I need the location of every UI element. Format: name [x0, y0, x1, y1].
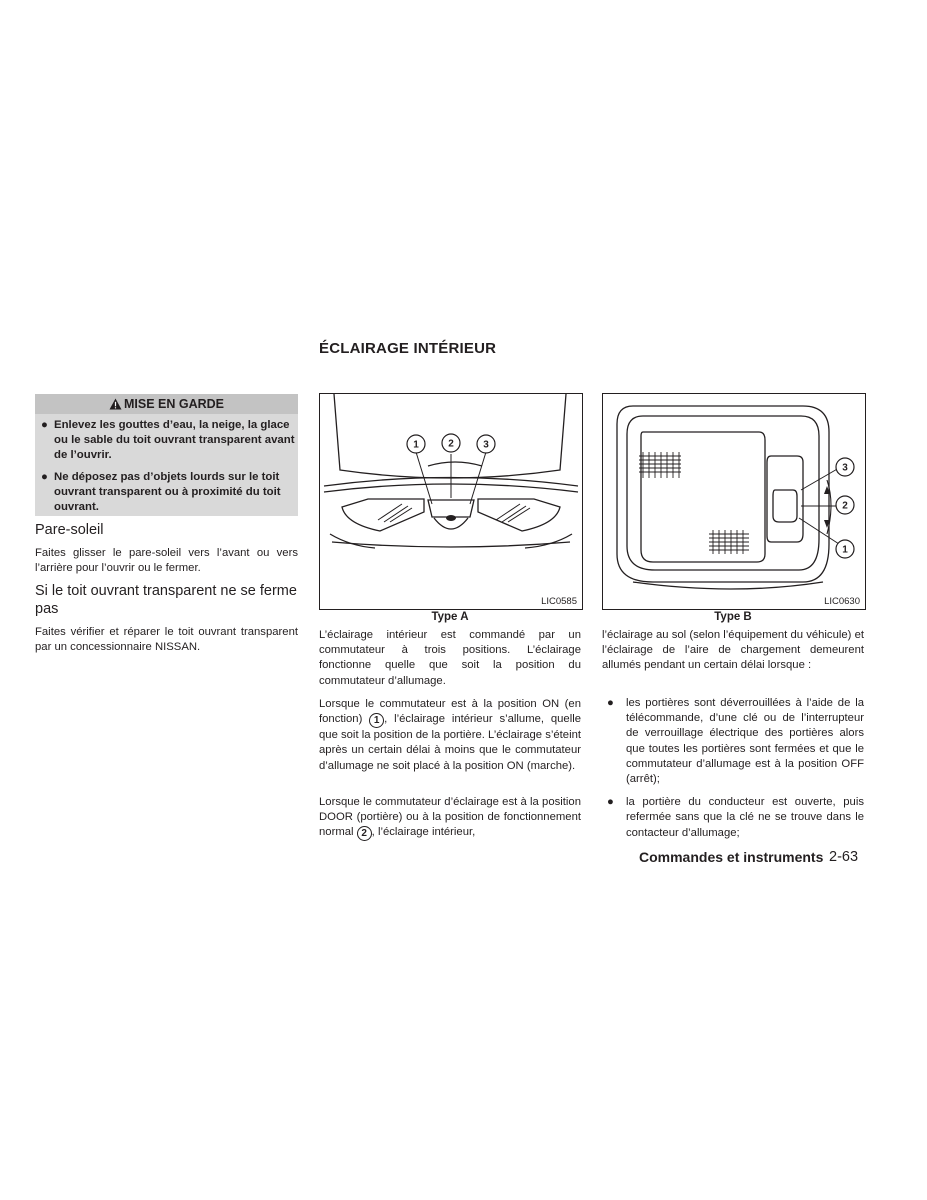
warning-item [38, 418, 295, 463]
figure-b-callout-label: 1 [842, 544, 848, 556]
figure-b-callout-label: 2 [842, 500, 848, 512]
right-paragraph-1: l’éclairage au sol (selon l’équipement du véhicule) et l’éclairage de l’aire de chargement demeurent allumés pendant un certain délai lorsque : [602, 629, 864, 672]
figure-a-callouts [320, 394, 582, 609]
middle-paragraph-2-start: Lorsque le commutateur est à la position ON (en fonction) [319, 698, 581, 726]
figure-b-callouts [603, 394, 865, 609]
bullet-icon: ● [41, 471, 48, 483]
middle-paragraph-2-end: , l’éclairage intérieur s’allume, quelle que soit la position de la portière. L’éclairage s’éteint après un certain délai à moins que le commutateur d’allumage ne soit placé à la position ON (marche). [319, 713, 581, 772]
footer-section-title: Commandes et instruments [639, 849, 824, 865]
figure-b-callout-label: 3 [842, 462, 848, 474]
list-item [602, 696, 864, 787]
warning-list [38, 418, 295, 522]
warning-heading [35, 394, 298, 414]
figure-b-code: LIC0630 [824, 596, 860, 607]
sunshade-text: Faites glisser le pare-soleil vers l’avant ou vers l’arrière pour l’ouvrir ou le fermer. [35, 547, 298, 575]
middle-paragraph-3-end: , l’éclairage intérieur, [371, 826, 476, 839]
list-item-text: les portières sont déverrouillées à l’aide de la télécommande, d’une clé ou de l’interrupteur de verrouillage électrique des portières alors que toutes les portières sont fermées et que le commutateur d’allumage est à la position OFF (arrêt); [626, 697, 864, 786]
middle-paragraph-3-start: Lorsque le commutateur d’éclairage est à la position DOOR (portière) ou à la position de fonctionnement normal [319, 796, 581, 839]
middle-paragraph-2 [319, 697, 581, 774]
warning-item-text: Ne déposez pas d’objets lourds sur le toit ouvrant transparent ou à proximité du toit ouvrant. [54, 471, 281, 513]
right-bullet-list [602, 696, 864, 849]
warning-heading-text: MISE EN GARDE [123, 397, 224, 411]
page-number: 2-63 [829, 849, 859, 865]
not-closing-text: Faites vérifier et réparer le toit ouvrant transparent par un concessionnaire NISSAN. [35, 626, 298, 654]
list-item-text: la portière du conducteur est ouverte, puis refermée sans que la clé ne se trouve dans le contacteur d’allumage; [626, 796, 864, 839]
position-2-marker: 2 [357, 826, 372, 841]
warning-item-text: Enlevez les gouttes d’eau, la neige, la glace ou le sable du toit ouvrant transparent avant de l’ouvrir. [54, 419, 295, 461]
warning-item [38, 470, 295, 515]
sunshade-title: Pare-soleil [35, 522, 104, 538]
list-item [602, 795, 864, 841]
figure-a-caption: Type A [431, 611, 469, 623]
bullet-icon: ● [607, 697, 614, 709]
bullet-icon: ● [41, 419, 48, 431]
figure-a-code: LIC0585 [541, 596, 577, 607]
figure-b-caption: Type B [714, 611, 752, 623]
not-closing-title: Si le toit ouvrant transparent ne se ferme pas [35, 583, 297, 617]
figure-a-callout-label: 3 [483, 439, 489, 451]
position-1-marker: 1 [369, 713, 384, 728]
middle-paragraph-1: L’éclairage intérieur est commandé par un commutateur à trois positions. L’éclairage fonctionne quelle que soit la position du commutateur d’allumage. [319, 629, 581, 687]
middle-paragraph-3 [319, 795, 581, 841]
bullet-icon: ● [607, 796, 614, 809]
figure-a-callout-label: 2 [448, 438, 454, 450]
figure-b [602, 393, 866, 610]
figure-a [319, 393, 583, 610]
warning-triangle-icon [109, 398, 122, 410]
figure-a-callout-label: 1 [413, 439, 419, 451]
section-title: ÉCLAIRAGE INTÉRIEUR [319, 340, 497, 357]
